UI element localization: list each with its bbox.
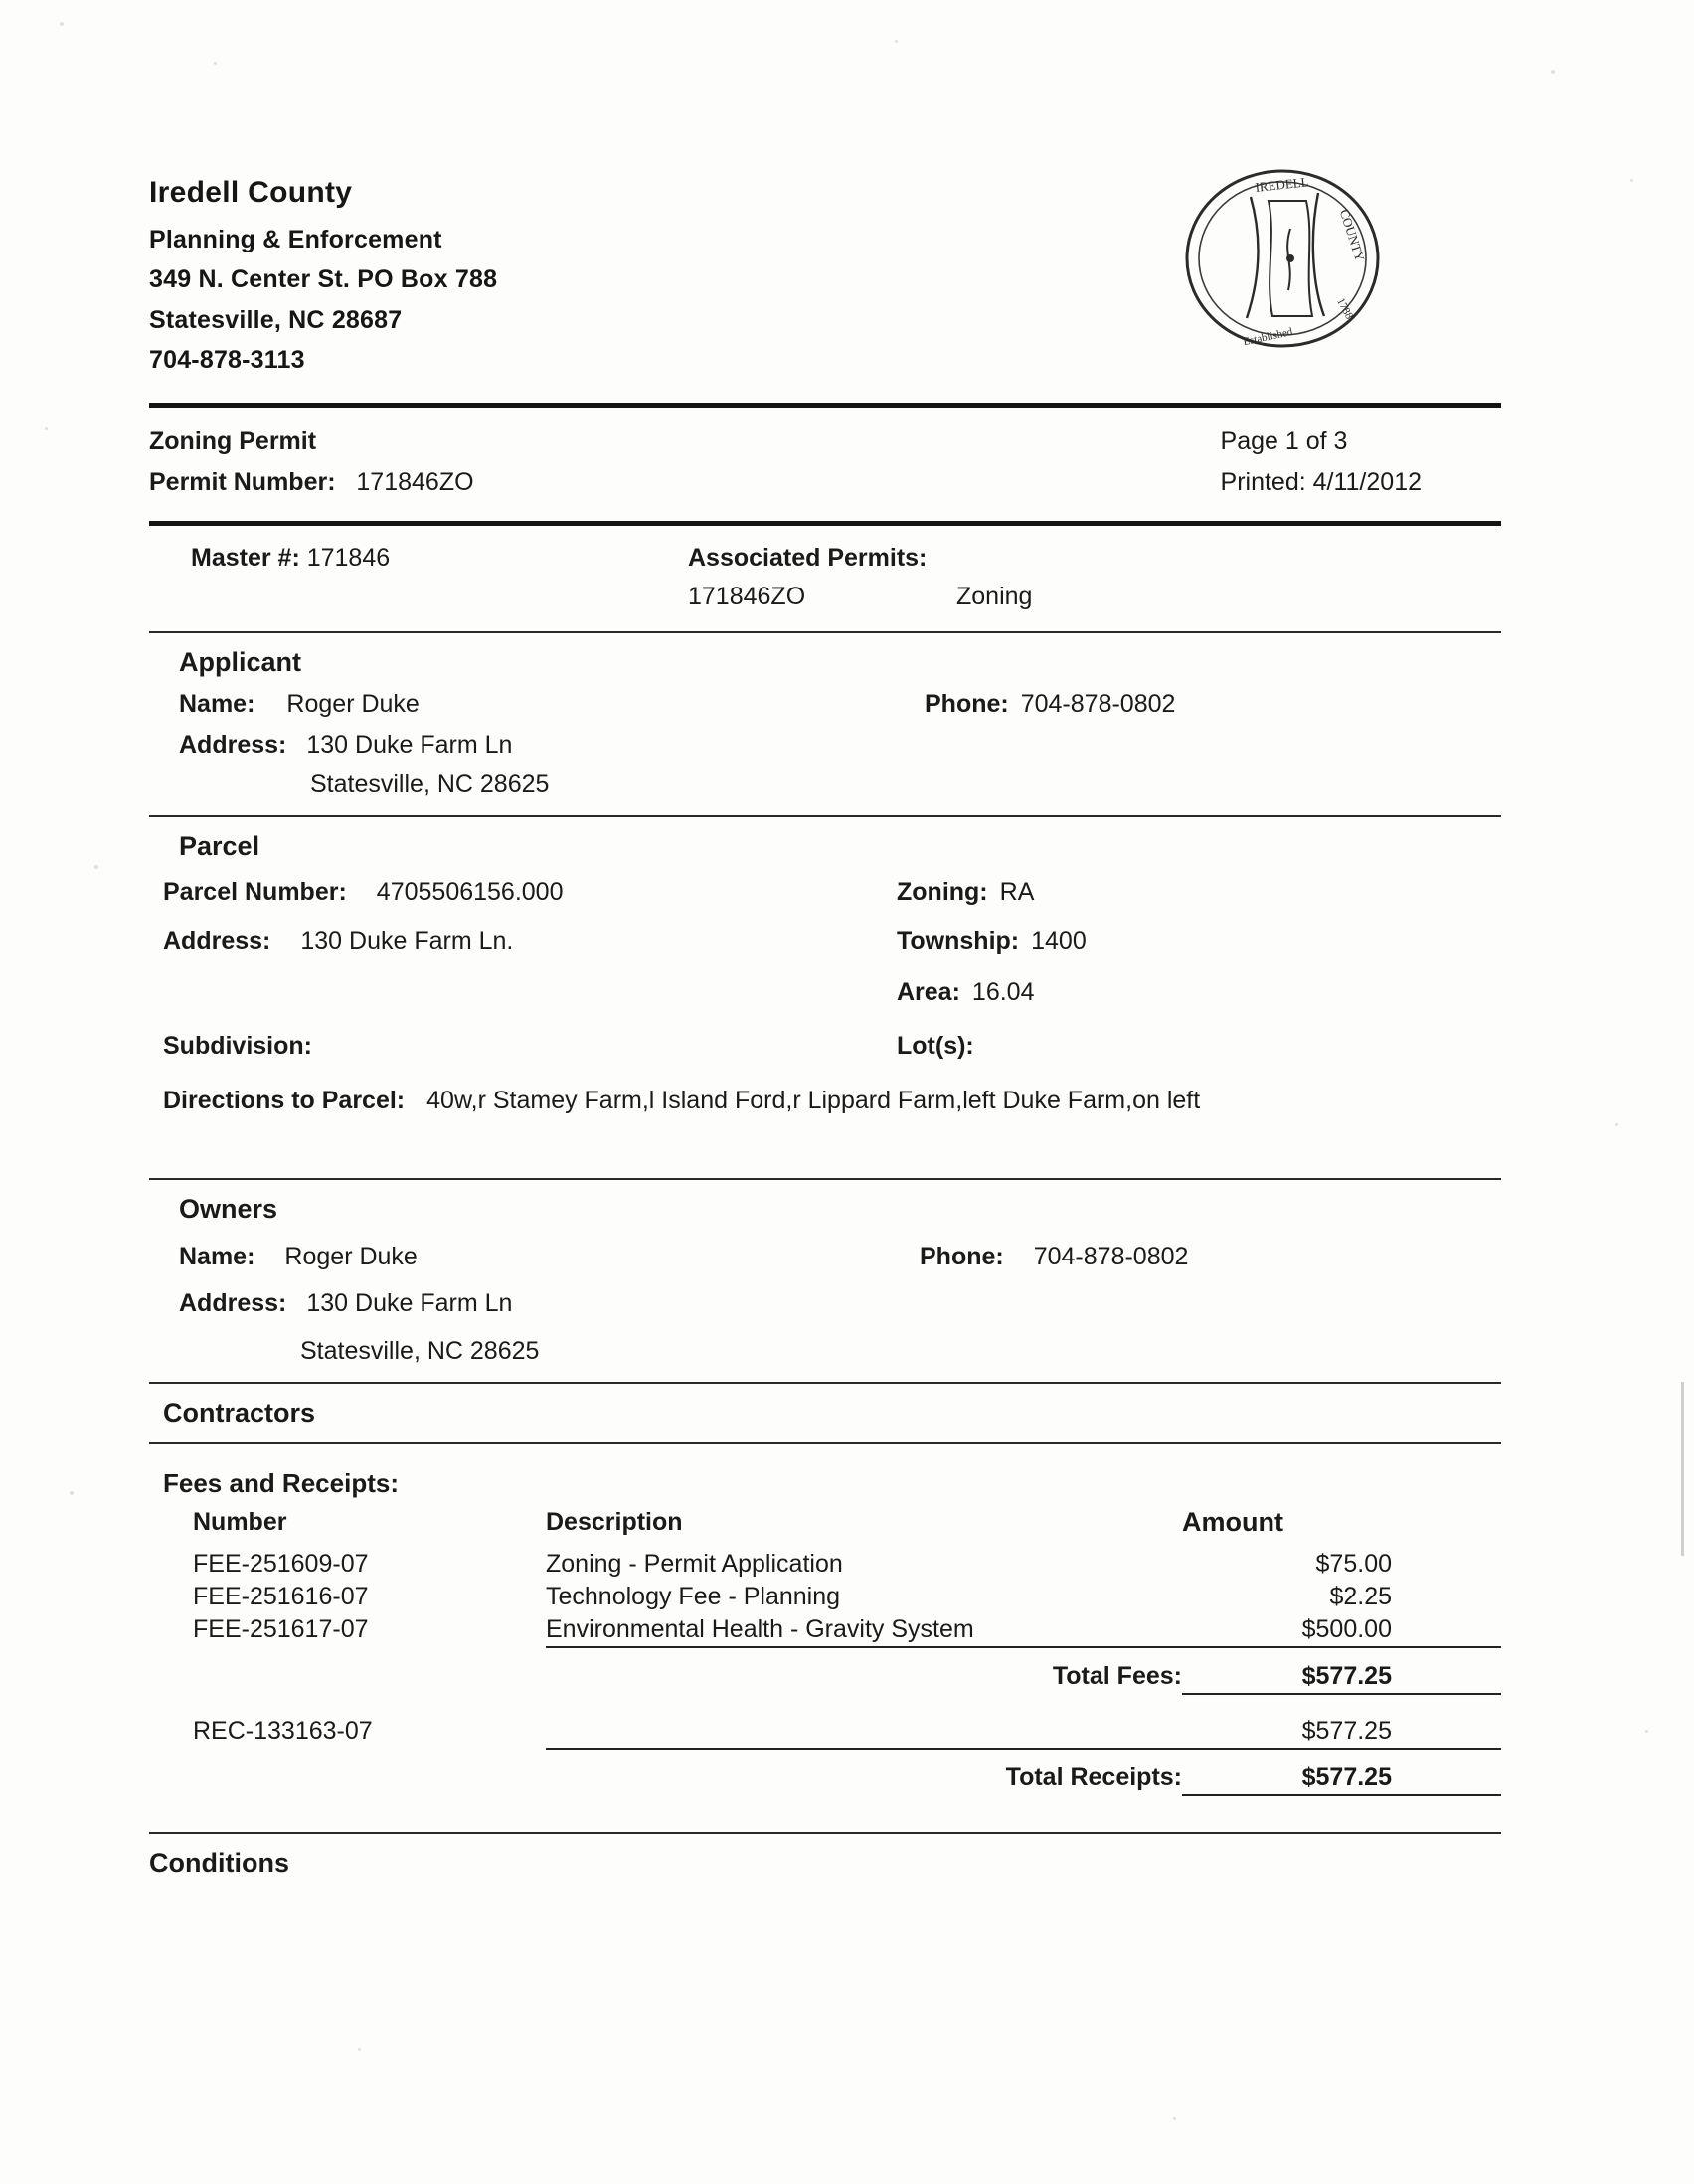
header-city-state-zip: Statesville, NC 28687 (149, 305, 403, 334)
scan-speck (45, 427, 48, 430)
total-receipts-amount: $577.25 (1182, 1749, 1501, 1795)
svg-text:Established: Established (1242, 325, 1294, 349)
parcel-area-label: Area: (897, 977, 960, 1006)
parcel-lots-row (779, 1026, 1501, 1067)
parcel-subdivision-label: Subdivision: (163, 1032, 312, 1061)
applicant-address-line2: Statesville, NC 28625 (310, 770, 550, 799)
parcel-area-row (779, 972, 1501, 1013)
applicant-section (149, 633, 1501, 815)
master-number-value: 171846 (306, 544, 391, 573)
owners-section (149, 1180, 1501, 1382)
parcel-township-label: Township: (897, 927, 1020, 956)
table-row (163, 1548, 1501, 1581)
applicant-phone-value: 704-878-0802 (1020, 690, 1176, 719)
owners-title: Owners (179, 1194, 278, 1225)
owner-name-value: Roger Duke (284, 1243, 418, 1271)
header-address: 349 N. Center St. PO Box 788 (149, 265, 498, 294)
owner-name-row (179, 1237, 795, 1277)
contractors-section (149, 1384, 1501, 1442)
conditions-title: Conditions (149, 1847, 289, 1878)
fee-number: FEE-251609-07 (193, 1549, 369, 1578)
fee-description: Environmental Health - Gravity System (546, 1614, 974, 1643)
associated-permit-type: Zoning (956, 583, 1033, 611)
scan-speck (1615, 1123, 1618, 1126)
parcel-number-row (163, 872, 779, 913)
applicant-address-line1: 130 Duke Farm Ln (306, 730, 513, 758)
printed-date: Printed: 4/11/2012 (1220, 467, 1422, 496)
parcel-title: Parcel (179, 830, 260, 861)
page-indicator: Page 1 of 3 (1220, 426, 1348, 455)
parcel-zoning-label: Zoning: (897, 877, 988, 906)
total-fees-label: Total Fees: (546, 1647, 1182, 1694)
document-header (149, 169, 1501, 381)
parcel-number-label: Parcel Number: (163, 877, 347, 906)
parcel-directions-value: 40w,r Stamey Farm,l Island Ford,r Lippard Farm,left Duke Farm,on left (426, 1086, 1201, 1114)
scan-speck (70, 1491, 74, 1495)
owner-phone-row (795, 1237, 1501, 1277)
department-name: Planning & Enforcement (149, 225, 442, 253)
permit-number-value: 171846ZO (356, 467, 474, 496)
total-fees-amount: $577.25 (1182, 1647, 1501, 1694)
associated-permits-title: Associated Permits: (688, 544, 928, 573)
parcel-address-row (163, 922, 779, 962)
receipt-number: REC-133163-07 (193, 1716, 373, 1745)
column-header-description: Description (546, 1507, 683, 1536)
parcel-lots-label: Lot(s): (897, 1032, 974, 1061)
owner-phone-value: 704-878-0802 (1033, 1243, 1189, 1271)
scan-speck (94, 865, 98, 869)
fee-amount: $500.00 (1301, 1614, 1392, 1643)
master-section (149, 526, 1501, 617)
scan-speck (1551, 70, 1555, 74)
county-name: Iredell County (149, 176, 353, 209)
header-phone: 704-878-3113 (149, 346, 305, 375)
parcel-township-value: 1400 (1031, 927, 1087, 956)
parcel-subdivision-value (324, 1026, 338, 1067)
total-receipts-row (163, 1749, 1501, 1795)
fees-title: Fees and Receipts: (163, 1467, 399, 1498)
scan-speck (358, 2048, 361, 2051)
parcel-number-value: 4705506156.000 (376, 877, 564, 906)
owner-phone-label: Phone: (920, 1243, 1004, 1271)
owner-address-row (179, 1283, 795, 1324)
applicant-name-value: Roger Duke (286, 690, 420, 719)
scan-speck (895, 40, 898, 43)
scan-speck (214, 62, 217, 65)
permit-summary (149, 408, 1501, 510)
applicant-address-row (179, 725, 795, 765)
parcel-zoning-value: RA (999, 877, 1035, 906)
total-receipts-label: Total Receipts: (546, 1749, 1182, 1795)
scan-speck (1173, 2117, 1176, 2120)
fee-amount: $75.00 (1315, 1549, 1392, 1578)
scan-speck (1630, 179, 1633, 182)
scan-speck (1645, 1730, 1648, 1733)
permit-type: Zoning Permit (149, 426, 317, 455)
permit-number-row (149, 462, 474, 503)
associated-permit-number: 171846ZO (688, 583, 806, 611)
applicant-name-label: Name: (179, 690, 255, 719)
svg-text:1788: 1788 (1334, 296, 1356, 322)
owner-address-line1: 130 Duke Farm Ln (306, 1288, 513, 1317)
column-header-number: Number (193, 1507, 287, 1536)
scan-speck (60, 22, 64, 26)
fee-description: Zoning - Permit Application (546, 1549, 843, 1578)
table-row (163, 1581, 1501, 1613)
permit-number-label: Permit Number: (149, 467, 336, 496)
parcel-zoning-row (779, 872, 1501, 913)
master-number-label: Master #: (191, 544, 300, 573)
owner-address-label: Address: (179, 1288, 287, 1317)
fee-amount: $2.25 (1329, 1582, 1392, 1610)
parcel-directions-label: Directions to Parcel: (163, 1086, 406, 1114)
fee-number: FEE-251617-07 (193, 1615, 369, 1644)
applicant-address-label: Address: (179, 730, 287, 758)
county-seal-icon (1173, 159, 1397, 363)
parcel-township-row (779, 922, 1501, 962)
fee-number: FEE-251616-07 (193, 1582, 369, 1610)
applicant-phone-label: Phone: (925, 690, 1009, 719)
svg-text:COUNTY: COUNTY (1336, 207, 1368, 263)
fees-table (163, 1507, 1501, 1796)
owner-name-label: Name: (179, 1243, 255, 1271)
applicant-name-row (179, 684, 795, 725)
svg-text:IREDELL: IREDELL (1254, 174, 1310, 195)
fees-section (149, 1444, 1501, 1806)
parcel-address-label: Address: (163, 927, 271, 956)
page-edge-mark (1681, 1382, 1684, 1556)
applicant-phone-row (795, 684, 1501, 725)
parcel-directions-row (163, 1081, 1200, 1121)
parcel-area-value: 16.04 (971, 977, 1035, 1006)
table-row (163, 1613, 1501, 1647)
parcel-address-value: 130 Duke Farm Ln. (300, 927, 514, 956)
owner-address-line2: Statesville, NC 28625 (300, 1337, 540, 1366)
parcel-section (149, 817, 1501, 1131)
receipt-amount: $577.25 (1301, 1716, 1392, 1745)
fee-description: Technology Fee - Planning (546, 1582, 841, 1610)
master-number (149, 544, 688, 611)
contractors-title: Contractors (163, 1397, 316, 1428)
applicant-title: Applicant (179, 647, 302, 678)
associated-permit-row (688, 573, 1032, 611)
column-header-amount: Amount (1182, 1506, 1283, 1537)
total-fees-row (163, 1647, 1501, 1694)
parcel-subdivision-row (163, 1026, 779, 1067)
receipt-row (163, 1694, 1501, 1749)
fees-table-header (163, 1507, 1501, 1548)
